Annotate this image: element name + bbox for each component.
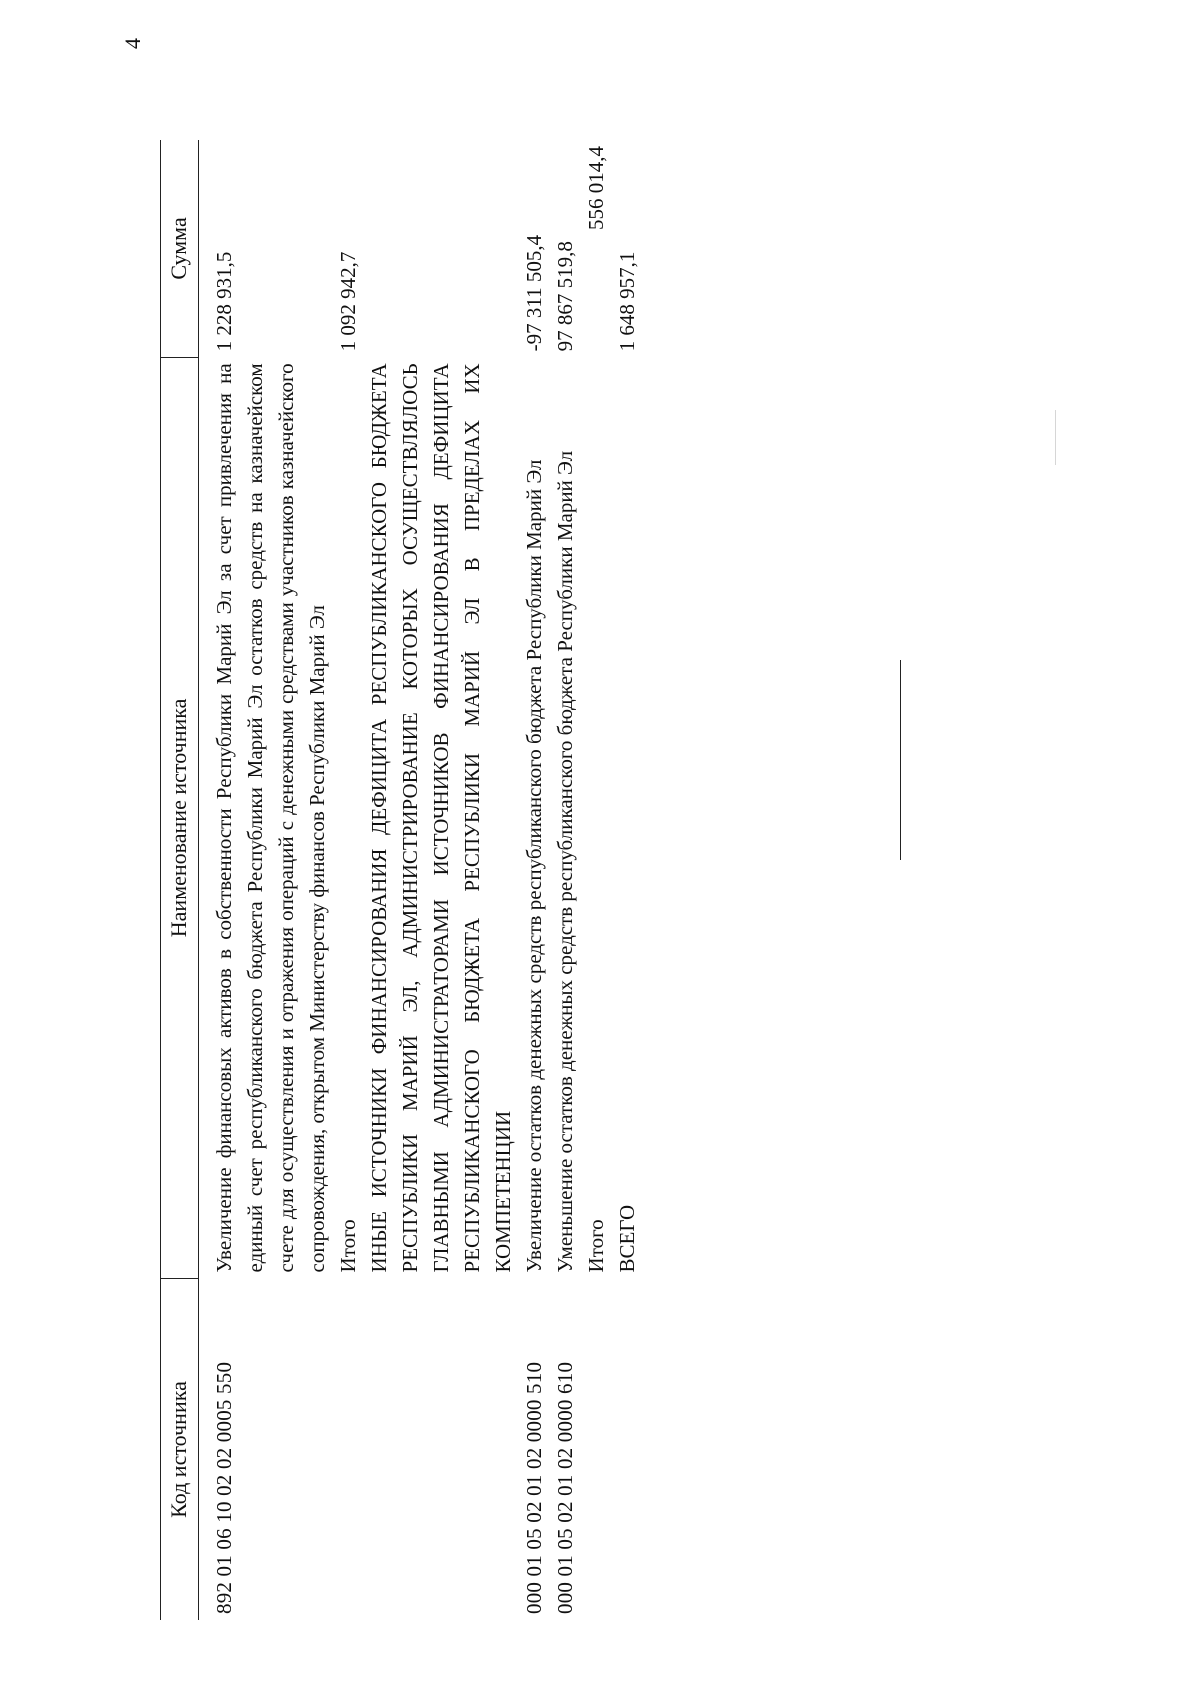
table-header-row — [161, 140, 199, 1620]
row-name: ИНЫЕ ИСТОЧНИКИ ФИНАНСИРОВАНИЯ ДЕФИЦИТА РЕСПУБЛИКАНСКОГО БЮДЖЕТА РЕСПУБЛИКИ МАРИЙ ЭЛ, АДМИНИСТРИРОВАНИЕ КОТОРЫХ ОСУЩЕСТВЛЯЛОСЬ ГЛАВНЫМИ АДМИНИСТРАТОРАМИ ИСТОЧНИКОВ ФИНАНСИРОВАНИЯ ДЕФИЦИТА РЕСПУБЛИКАНСКОГО БЮДЖЕТА РЕСПУБЛИКИ МАРИЙ ЭЛ В ПРЕДЕЛАХ ИХ КОМПЕТЕНЦИИ — [367, 363, 515, 1273]
table-row — [612, 140, 643, 1620]
rotated-content — [120, 38, 920, 1620]
page-number: 4 — [120, 38, 145, 49]
table-spacer — [199, 140, 210, 1620]
row-name: Итого — [584, 1219, 608, 1273]
scan-mark — [1055, 410, 1056, 465]
row-sum: 556 014,4 — [584, 146, 608, 230]
table-row — [550, 140, 581, 1620]
row-code — [364, 1278, 519, 1620]
sources-table — [160, 140, 643, 1620]
row-code — [333, 1278, 364, 1620]
header-code: Код источника — [161, 1278, 199, 1620]
row-name: ВСЕГО — [615, 1204, 639, 1273]
table-row — [581, 140, 612, 1620]
row-sum: 1 648 957,1 — [615, 251, 639, 352]
row-name: Увеличение остатков денежных средств республиканского бюджета Республики Марий Эл — [522, 459, 546, 1273]
row-code: 000 01 05 02 01 02 0000 610 — [553, 1361, 577, 1614]
row-sum: -97 311 505,4 — [522, 234, 546, 352]
row-code: 892 01 06 10 02 02 0005 550 — [212, 1361, 236, 1614]
row-sum — [364, 140, 519, 357]
row-name: Итого — [336, 1219, 360, 1273]
end-divider-line — [900, 660, 901, 860]
row-sum: 1 228 931,5 — [212, 251, 236, 352]
row-sum: 1 092 942,7 — [336, 251, 360, 352]
row-code: 000 01 05 02 01 02 0000 510 — [522, 1361, 546, 1614]
header-sum: Сумма — [161, 140, 199, 357]
row-name: Увеличение финансовых активов в собственности Республики Марий Эл за счет привлечения на единый счет республиканского бюджета Республики Марий Эл остатков средств на казначейском счете для осуществления и отражения операций с денежными средствами участников казначейского сопровождения, открытом Министерству финансов Республики Марий Эл — [212, 363, 329, 1273]
table-row — [333, 140, 364, 1620]
table-row — [209, 140, 333, 1620]
header-name: Наименование источника — [161, 357, 199, 1278]
row-name: Уменьшение остатков денежных средств республиканского бюджета Республики Марий Эл — [553, 450, 577, 1273]
table-row — [364, 140, 519, 1620]
row-sum: 97 867 519,8 — [553, 241, 577, 352]
table-row — [519, 140, 550, 1620]
row-code — [612, 1278, 643, 1620]
row-code — [581, 1278, 612, 1620]
